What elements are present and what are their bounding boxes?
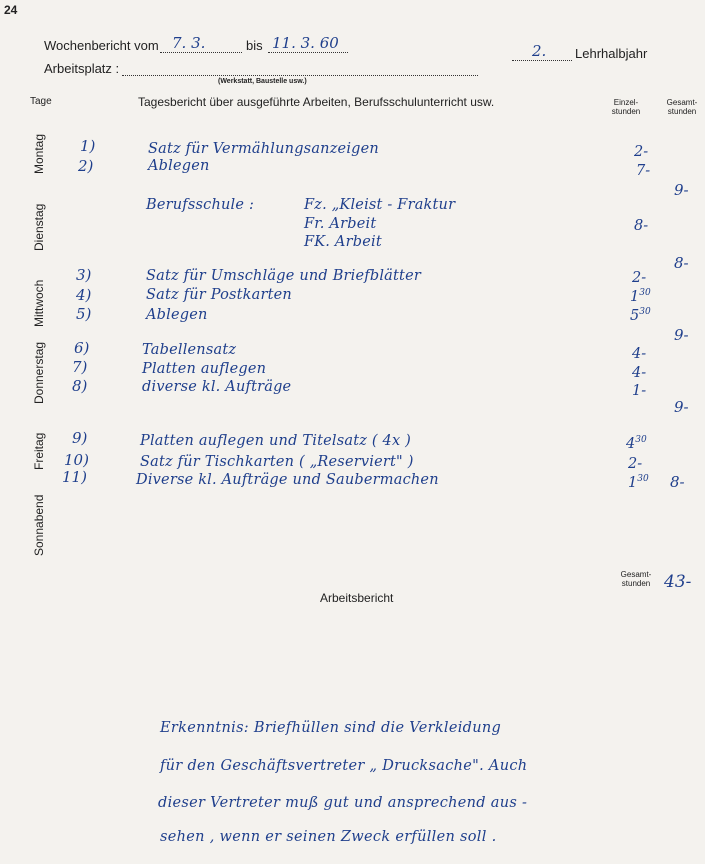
entry-6-number: 6)	[74, 339, 90, 357]
entry-10-hours: 2-	[628, 456, 643, 472]
berufsschule-line-2: Fr. Arbeit	[304, 216, 377, 232]
entry-6-text: Tabellensatz	[142, 342, 237, 358]
entry-11-text: Diverse kl. Aufträge und Saubermachen	[136, 472, 439, 488]
report-line-2: für den Geschäftsvertreter „ Drucksache". Auch	[160, 758, 528, 774]
entry-5-number: 5)	[76, 305, 92, 323]
gesamt-label-line2: stunden	[621, 579, 651, 588]
col-einzel-line2: stunden	[611, 107, 641, 116]
entry-7-number: 7)	[72, 358, 88, 376]
entry-9-number: 9)	[72, 429, 88, 447]
entry-9-hours-sup: 30	[635, 435, 647, 445]
entry-2-hours: 7-	[636, 163, 651, 179]
berufsschule-line-3: FK. Arbeit	[304, 234, 382, 250]
day-donnerstag: Donnerstag	[32, 341, 46, 404]
col-einzelstunden	[606, 98, 646, 116]
day-freitag: Freitag	[32, 432, 46, 470]
entry-4-number: 4)	[76, 286, 92, 304]
entry-3-hours: 2-	[632, 270, 647, 286]
from-date: 7. 3.	[172, 34, 206, 52]
entry-2-text: Ablegen	[148, 158, 210, 174]
arbeitsplatz-line	[122, 75, 478, 76]
entry-5-text: Ablegen	[146, 307, 208, 323]
entry-1-text: Satz für Vermählungsanzeigen	[148, 141, 379, 157]
entry-4-hours	[630, 288, 651, 305]
col-gesamt-line2: stunden	[667, 107, 697, 116]
entry-10-text: Satz für Tischkarten ( „Reserviert" )	[140, 454, 414, 470]
berufsschule-label: Berufsschule :	[146, 197, 255, 213]
entry-6-hours: 4-	[632, 346, 647, 362]
entry-1-hours: 2-	[634, 144, 649, 160]
berufsschule-line-1: Fz. „Kleist - Fraktur	[304, 197, 456, 213]
entry-7-hours: 4-	[632, 365, 647, 381]
entry-1-number: 1)	[80, 137, 96, 155]
page-number: 24	[4, 3, 18, 17]
entry-4-hours-main: 1	[630, 288, 640, 305]
total-donnerstag: 9-	[674, 398, 689, 416]
entry-11-number: 11)	[62, 468, 87, 486]
total-dienstag: 8-	[674, 254, 689, 272]
entry-8-hours: 1-	[632, 383, 647, 399]
entry-9-text: Platten auflegen und Titelsatz ( 4x )	[140, 433, 412, 449]
halbjahr-value: 2.	[532, 42, 547, 60]
day-sonnabend: Sonnabend	[32, 494, 46, 556]
col-gesamt-line1: Gesamt-	[666, 98, 698, 107]
entry-9-hours-main: 4	[626, 435, 636, 452]
entry-4-hours-sup: 30	[639, 288, 651, 298]
day-montag: Montag	[32, 133, 46, 174]
arbeitsbericht-title: Arbeitsbericht	[320, 591, 394, 605]
to-date: 11. 3. 60	[272, 34, 339, 52]
entry-5-hours-main: 5	[630, 307, 640, 324]
day-dienstag: Dienstag	[32, 203, 46, 251]
entry-11-hours-main: 1	[628, 474, 638, 491]
entry-3-text: Satz für Umschläge und Briefblätter	[146, 268, 421, 284]
gesamt-value: 43-	[664, 572, 692, 592]
entry-5-hours-sup: 30	[639, 307, 651, 317]
entry-11-hours	[628, 474, 649, 491]
berufsschule-hours: 8-	[634, 218, 649, 234]
entry-8-text: diverse kl. Aufträge	[142, 379, 292, 395]
entry-10-number: 10)	[64, 451, 89, 469]
report-line-1: Erkenntnis: Briefhüllen sind die Verkleidung	[160, 720, 502, 736]
entry-7-text: Platten auflegen	[142, 361, 267, 377]
col-gesamtstunden	[662, 98, 702, 116]
col-tage: Tage	[30, 96, 52, 107]
entry-9-hours	[626, 435, 647, 452]
arbeitsplatz-hint: (Werkstatt, Baustelle usw.)	[218, 78, 307, 85]
entry-11-hours-sup: 30	[637, 474, 649, 484]
entry-5-hours	[630, 307, 651, 324]
bis-label: bis	[246, 38, 263, 53]
entry-4-text: Satz für Postkarten	[146, 287, 292, 303]
total-mittwoch: 9-	[674, 326, 689, 344]
gesamt-label	[614, 570, 658, 588]
entry-3-number: 3)	[76, 266, 92, 284]
gesamt-label-line1: Gesamt-	[620, 570, 652, 579]
total-montag: 9-	[674, 181, 689, 199]
day-mittwoch: Mittwoch	[32, 279, 46, 327]
halbjahr-label: Lehrhalbjahr	[575, 46, 648, 61]
entry-2-number: 2)	[78, 157, 94, 175]
total-freitag: 8-	[670, 473, 685, 491]
wochenbericht-label: Wochenbericht vom	[44, 38, 159, 53]
halbjahr-line	[512, 60, 572, 61]
arbeitsplatz-label: Arbeitsplatz :	[44, 61, 120, 76]
col-einzel-line1: Einzel-	[613, 98, 639, 107]
from-date-line	[160, 52, 242, 53]
report-line-4: sehen , wenn er seinen Zweck erfüllen soll .	[160, 829, 497, 845]
report-line-3: dieser Vertreter muß gut und ansprechend aus -	[158, 795, 528, 811]
to-date-line	[268, 52, 348, 53]
col-bericht: Tagesbericht über ausgeführte Arbeiten, Berufsschulunterricht usw.	[138, 95, 495, 109]
entry-8-number: 8)	[72, 377, 88, 395]
